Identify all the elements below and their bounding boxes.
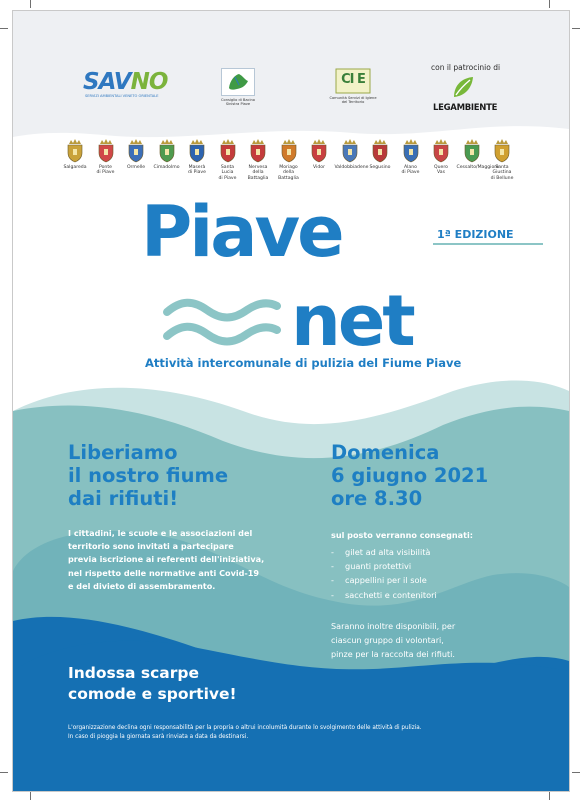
cie-mark: CI E xyxy=(341,72,365,87)
crop-mark xyxy=(549,0,550,8)
crest-icon xyxy=(341,139,359,163)
municipality-crest xyxy=(182,139,212,176)
poster-sheet xyxy=(12,10,570,792)
supplies-list-title: sul posto verranno consegnati: xyxy=(331,530,474,540)
list-bullet: - xyxy=(331,575,334,586)
crest-icon xyxy=(310,139,328,163)
list-bullet: - xyxy=(331,561,334,572)
crop-mark xyxy=(0,772,8,773)
municipality-crest xyxy=(365,139,395,170)
savno-subtitle: SERVIZI AMBIENTALI VENETO ORIENTALE xyxy=(85,94,159,98)
patrocinio-label: con il patrocinio di xyxy=(431,63,501,72)
municipality-crest xyxy=(60,139,90,170)
consiglio-bacino-logo xyxy=(221,68,255,96)
disclaimer: L'organizzazione declina ogni responsabilità per la propria o altrui incolumità durante lo svolgimento delle attività di pulizia. In caso di pioggia la giornata sarà rinviata a data da destinarsi. xyxy=(68,725,422,741)
consiglio-caption: Consiglio di Bacino Sinistra Piave xyxy=(220,98,256,107)
crest-name: Maserà di Piave xyxy=(188,165,206,176)
crop-mark xyxy=(30,792,31,800)
crest-icon xyxy=(219,139,237,163)
event-date-headline: Domenica 6 giugno 2021 ore 8.30 xyxy=(331,441,489,510)
crest-name: Ormelle xyxy=(126,165,146,170)
list-bullet: - xyxy=(331,589,334,600)
municipality-crest xyxy=(274,139,304,181)
crest-name: Santa Lucia di Piave xyxy=(218,165,237,181)
list-item xyxy=(331,573,437,587)
crop-mark xyxy=(549,792,550,800)
crest-icon xyxy=(66,139,84,163)
municipality-crest xyxy=(396,139,426,176)
municipality-crest xyxy=(334,139,369,170)
municipality-crest xyxy=(487,139,517,181)
edition-label: 1ª EDIZIONE xyxy=(437,228,514,241)
savno-logo-part-b: NO xyxy=(130,69,168,95)
crest-icon xyxy=(432,139,450,163)
crest-name: Segusino xyxy=(369,165,391,170)
list-item-label: guanti protettivi xyxy=(345,561,412,572)
participation-paragraph: I cittadini, le scuole e le associazioni del territorio sono invitati a partecipare previa iscrizione ai referenti dell'iniziativa, nel rispetto delle normative anti Covid-19 e del divieto di assembramento. xyxy=(68,528,265,591)
municipality-crest xyxy=(121,139,151,170)
legambiente-logo-icon xyxy=(450,75,476,101)
municipality-crest xyxy=(304,139,334,170)
shoes-note: Indossa scarpe comode e sportive! xyxy=(68,664,237,703)
municipality-crest xyxy=(152,139,182,170)
crest-icon xyxy=(127,139,145,163)
crest-icon xyxy=(158,139,176,163)
list-item xyxy=(331,559,437,573)
crest-name: Quero Vas xyxy=(434,165,448,176)
crest-name: Santa Giustina di Bellune xyxy=(490,165,514,181)
crest-icon xyxy=(249,139,267,163)
crest-icon xyxy=(493,139,511,163)
crest-icon xyxy=(97,139,115,163)
tools-paragraph: Saranno inoltre disponibili, per ciascun gruppo di volontari, pinze per la raccolta dei rifiuti. xyxy=(331,621,456,659)
crest-name: Ponte di Piave xyxy=(96,165,115,176)
municipality-crest xyxy=(426,139,456,176)
crest-name: Alano di Piave xyxy=(401,165,420,176)
crest-name: Moriago della Battaglia xyxy=(278,165,299,181)
list-item-label: sacchetti e contenitori xyxy=(345,589,437,600)
wave-icon xyxy=(163,298,281,350)
municipality-crest xyxy=(91,139,121,176)
title-piave: Piave xyxy=(141,191,342,273)
title-net: net xyxy=(291,280,413,362)
crest-name: Cimadolmo xyxy=(153,165,180,170)
edition-underline xyxy=(433,243,543,245)
crest-icon xyxy=(371,139,389,163)
list-bullet: - xyxy=(331,547,334,557)
cie-caption: Comunità Servizi di Igiene del Territorio xyxy=(329,96,377,105)
crest-name: Cessalto/Maggiore xyxy=(456,165,499,170)
municipality-crest xyxy=(213,139,243,181)
crest-name: Valdobbiadene xyxy=(334,165,369,170)
crop-mark xyxy=(0,28,8,29)
list-item xyxy=(331,545,437,559)
left-headline: Liberiamo il nostro fiume dai rifiuti! xyxy=(68,441,229,510)
crest-icon xyxy=(280,139,298,163)
list-item xyxy=(331,588,437,602)
subtitle: Attività intercomunale di pulizia del Fiume Piave xyxy=(145,356,462,370)
crop-mark xyxy=(572,28,580,29)
municipality-crest xyxy=(456,139,499,170)
crest-name: Vidor xyxy=(313,165,325,170)
crop-mark xyxy=(30,0,31,8)
list-item-label: gilet ad alta visibilità xyxy=(345,547,431,557)
crest-name: Nervesa della Battaglia xyxy=(247,165,269,181)
legambiente-label: LEGAMBIENTE xyxy=(433,103,498,113)
municipality-crest xyxy=(243,139,273,181)
crest-icon xyxy=(402,139,420,163)
savno-logo-part-a: SAV xyxy=(83,69,131,95)
crest-icon xyxy=(188,139,206,163)
savno-logo xyxy=(83,69,167,95)
supplies-list xyxy=(331,545,437,602)
crest-name: Salgareda xyxy=(63,165,87,170)
crop-mark xyxy=(572,772,580,773)
list-item-label: cappellini per il sole xyxy=(345,575,427,586)
crest-icon xyxy=(463,139,481,163)
